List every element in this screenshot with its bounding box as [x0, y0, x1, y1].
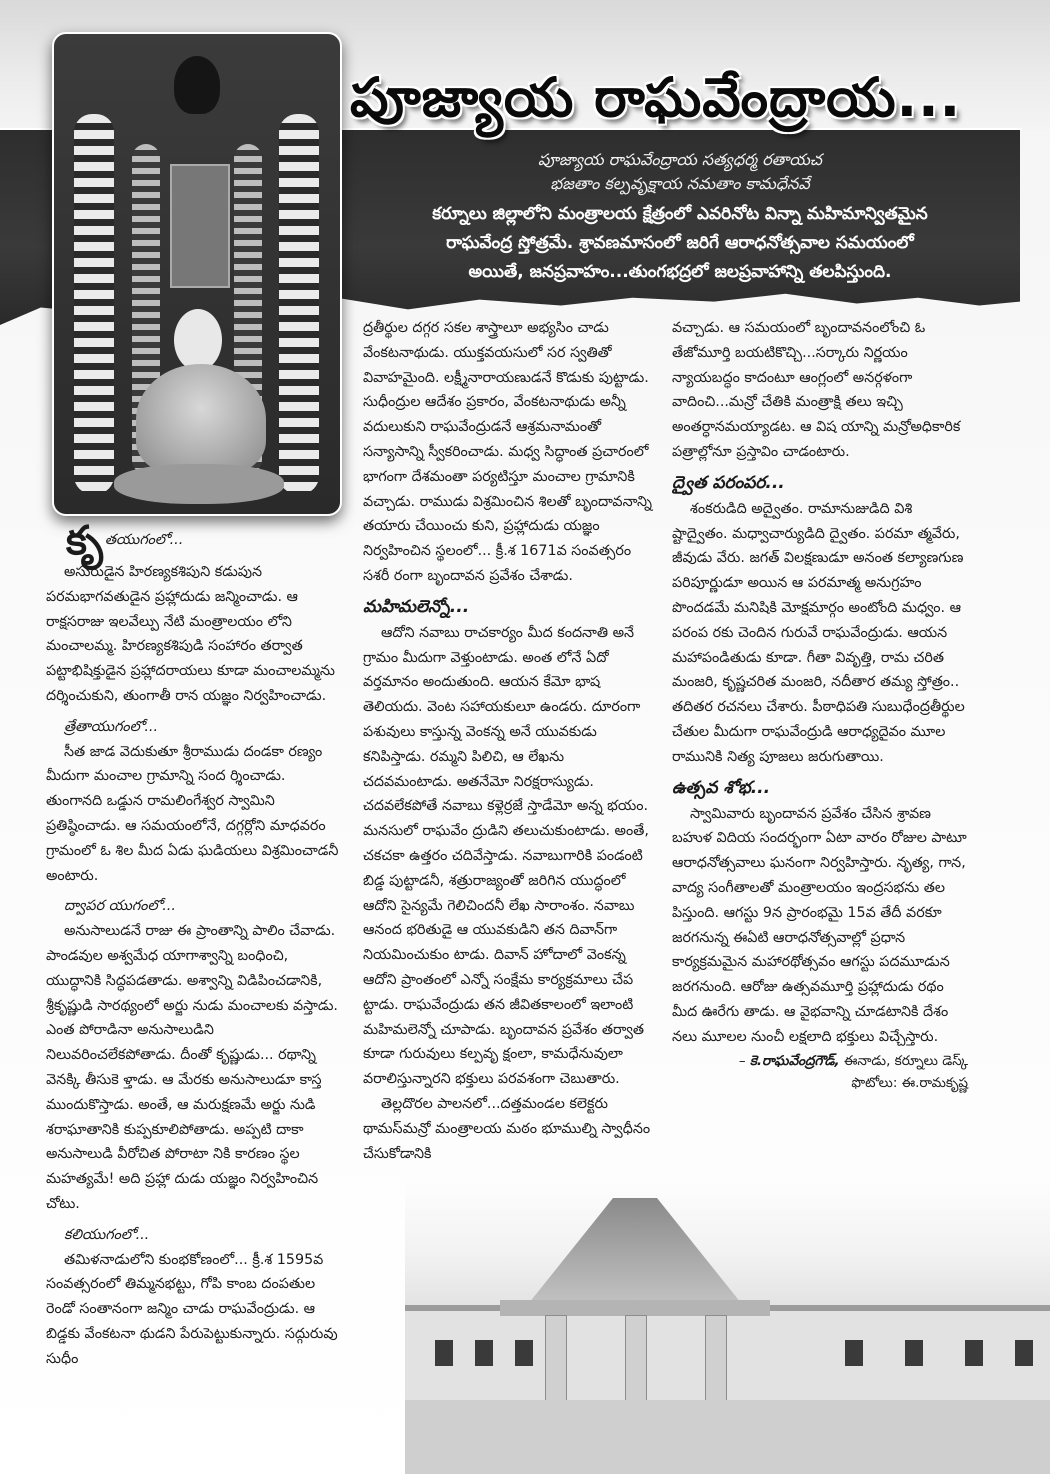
- temple-window: [475, 1340, 493, 1366]
- shloka: [350, 148, 1010, 196]
- section-heading: ఉత్సవ శోభ...: [672, 777, 771, 798]
- paragraph: శంకరుడిది అద్వైతం. రామానుజుడిది విశి ష్టాద్వైతం. మధ్వాచార్యుడిది ద్వైతం. పరమా త్మవేరు, జీవుడు వేరు. జగత్ విలక్షణుడూ అనంత కల్యాణగుణ పరిపూర్ణుడూ అయిన ఆ పరమాత్మ అనుగ్రహం పొందడమే మనిషికి మోక్షమార్గం అంటోంది మధ్వం. ఆ పరంప రకు చెందిన గురువే రాఘవేంద్రుడు. ఆయన మహాపండితుడు కూడా. గీతా వివృత్తి, రామ చరిత మంజరి, కృష్ణచరిత మంజరి, నదీతార తమ్య స్తోత్రం.. తదితర రచనలు చేశారు. పీఠాధిపతి సుబుధేంద్రతీర్థుల చేతుల మీదుగా రాఘవేంద్రుడి ఆరాధ్యదైవం మూల రామునికి నిత్య పూజలు జరుగుతాయి.: [672, 500, 965, 765]
- temple-tower: [525, 1198, 745, 1308]
- flower-garland: [74, 114, 114, 494]
- section-heading: ద్వాపర యుగంలో...: [64, 898, 176, 915]
- mantralayam-temple-photo: [405, 1180, 1050, 1474]
- shloka-line: భజతాం కల్పవృక్షాయ నమతాం కామధేనవే: [550, 174, 810, 193]
- temple-courtyard: [405, 1400, 1050, 1474]
- temple-window: [1015, 1340, 1033, 1366]
- brindavana-shrine: [170, 164, 230, 288]
- temple-window: [845, 1340, 863, 1366]
- photo-credit: ఫొటోలు: ఈ.రామకృష్ణ: [851, 1074, 968, 1091]
- article-column-3: [672, 316, 968, 1094]
- temple-portico: [500, 1300, 770, 1316]
- saint-figure-base: [114, 464, 284, 504]
- paragraph: అనుసాలుడనే రాజు ఈ ప్రాంతాన్ని పాలిం చేవాడు. పాండవుల అశ్వమేధ యాగాశ్వాన్ని బంధించి, యుద్ధానికి సిద్ధపడతాడు. అశ్వాన్ని విడిపించడానికి, శ్రీకృష్ణుడి సారథ్యంలో అర్జు నుడు మంచాలకు వస్తాడు. ఎంత పోరాడినా అనుసాలుడిని నిలువరించలేకపోతాడు. దీంతో కృష్ణుడు... రథాన్ని వెనక్కి తీసుకె ళ్తాడు. ఆ మేరకు అనుసాలుడూ కాస్త ముందుకొస్తాడు. అంతే, ఆ మరుక్షణమే అర్జు నుడి శరాఘాతానికి కుప్పకూలిపోతాడు. అప్పటి దాకా అనుసాలుడి వీరోచిత పోరాటా నికి కారణం స్థల మహత్యమే! అది ప్రహ్లా దుడు యజ్ఞం నిర్వహించిన చోటు.: [46, 923, 338, 1212]
- section-heading: తయుగంలో...: [104, 532, 184, 548]
- intro-text: [350, 200, 1010, 287]
- flower-garland: [279, 114, 319, 494]
- section-heading: మహిమలెన్నో...: [363, 596, 470, 617]
- section-heading: ద్వైత పరంపర...: [672, 472, 785, 493]
- paragraph: తెల్లదొరల పాలనలో...దత్తమండల కలెక్టరు థామస్‌మన్రో మంత్రాలయ మఠం భూముల్ని స్వాధీనం చేసుకోడానికి: [363, 1095, 651, 1162]
- paragraph: తమిళనాడులోని కుంభకోణంలో... క్రీ.శ 1595వ సంవత్సరంలో తిమ్మనభట్టు, గోపి కాంబ దంపతుల రెండో సంతానంగా జన్మిం చాడు రాఘవేంద్రుడు. ఆ బిడ్డకు వేంకటనా థుడని పేరుపెట్టుకున్నారు. సద్గురువు సుధీం: [46, 1251, 338, 1367]
- byline-org: ఈనాడు, కర్నూలు డెస్క్: [843, 1052, 968, 1069]
- drop-cap: కృ: [66, 518, 103, 564]
- intro-line: కర్నూలు జిల్లాలోని మంత్రాలయ క్షేత్రంలో ఎవరినోట విన్నా మహిమాన్వితమైన: [432, 204, 928, 224]
- paragraph: ద్రతీర్థుల దగ్గర సకల శాస్త్రాలూ అభ్యసిం చాడు వేంకటనాథుడు. యుక్తవయసులో సర స్వతితో వివాహమైంది. లక్ష్మీనారాయణుడనే కొడుకు పుట్టాడు. సుధీంద్రుల ఆదేశం ప్రకారం, వేంకటనాథుడు అన్నీ వదులుకుని రాఘవేంద్రుడనే ఆశ్రమనామంతో సన్యాసాన్ని స్వీకరించాడు. మధ్వ సిద్ధాంత ప్రచారంలో భాగంగా దేశమంతా పర్యటిస్తూ మంచాల గ్రామానికి వచ్చాడు. రాముడు విశ్రమించిన శిలతో బృందావనాన్ని తయారు చేయించు కుని, ప్రహ్లాదుడు యజ్ఞం నిర్వహించిన స్థలంలో... క్రీ.శ 1671వ సంవత్సరం సశరీ రంగా బృందావన ప్రవేశం చేశాడు.: [363, 320, 652, 584]
- intro-line: రాఘవేంద్ర స్తోత్రమే. శ్రావణమాసంలో జరిగే ఆరాధనోత్సవాల సమయంలో: [446, 233, 914, 253]
- idol-head: [174, 56, 220, 114]
- saint-figure-head: [174, 309, 222, 371]
- byline-dash: –: [738, 1052, 746, 1069]
- temple-building: [405, 1305, 1050, 1406]
- temple-window: [965, 1340, 983, 1366]
- article-column-1: [46, 518, 346, 1372]
- byline-author: కె.రాఘవేంద్రగౌడ్,: [749, 1052, 840, 1069]
- saint-figure-body: [136, 364, 266, 474]
- raghavendra-brindavana-photo: [52, 32, 342, 516]
- section-heading: కలియుగంలో...: [64, 1226, 150, 1243]
- article-title: పూజ్యాయ రాఘవేంద్రాయ...: [350, 66, 962, 129]
- paragraph: ఆదోని నవాబు రాచకార్యం మీద కందనాతి అనే గ్రామం మీదుగా వెళ్తుంటాడు. అంత లోనే ఏదో వర్తమానం అందుతుంది. ఆయన కేమో భాష తెలియదు. వెంట సహాయకులూ ఉండరు. దూరంగా పశువులు కాస్తున్న వెంకన్న అనే యువకుడు కనిపిస్తాడు. రమ్మని పిలిచి, ఆ లేఖను చదవమంటాడు. అతనేమో నిరక్షరాస్యుడు. చదవలేకపోతే నవాబు కళ్లెర్రజే స్తాడేమో అన్న భయం. మనసులో రాఘవేం ద్రుడిని తలుచుకుంటాడు. అంతే, చకచకా ఉత్తరం చదివేస్తాడు. నవాబుగారికి పండంటి బిడ్డ పుట్టాడనీ, శత్రురాజ్యంతో జరిగిన యుద్ధంలో ఆదోని సైన్యమే గెలిచిందనీ లేఖ సారాంశం. నవాబు ఆనంద భరితుడై ఆ యువకుడిని తన దివాన్‌గా నియమించుకుం టాడు. దివాన్ హోదాలో వెంకన్న ఆదోని ప్రాంతంలో ఎన్నో సంక్షేమ కార్యక్రమాలు చేప ట్టాడు. రాఘవేంద్రుడు తన జీవితకాలంలో ఇలాంటి మహిమలెన్నో చూపాడు. బృందావన ప్రవేశం తర్వాత కూడా గురువులు కల్పవృ క్షంలా, కామధేనువులా వరాలిస్తున్నారని భక్తులు పరవశంగా చెబుతారు.: [363, 624, 649, 1088]
- paragraph: వచ్చాడు. ఆ సమయంలో బృందావనంలోంచి ఓ తేజోమూర్తి బయటికొచ్చి...సర్కారు నిర్ణయం న్యాయబద్ధం కాదంటూ ఆంగ్లంలో అనర్గళంగా వాదించి...మన్రో చేతికి మంత్రాక్షి తలు ఇచ్చి అంతర్ధానమయ్యాడట. ఆ విష యాన్ని మన్రోఅధికారిక పత్రాల్లోనూ ప్రస్తావిం చాడంటారు.: [672, 320, 961, 460]
- paragraph: అసురుడైన హిరణ్యకశిపుని కడుపున పరమభాగవతుడైన ప్రహ్లాదుడు జన్మించాడు. ఆ రాక్షసరాజు ఇలవేల్పు నేటి మంత్రాలయం లోని మంచాలమ్మ. హిరణ్యకశిపుడి సంహారం తర్వాత పట్టాభిషిక్తుడైన ప్రహ్లాదరాయలు కూడా మంచాలమ్మను దర్శించుకుని, తుంగాతీ రాన యజ్ఞం నిర్వహించాడు.: [46, 564, 335, 704]
- temple-window: [905, 1340, 923, 1366]
- shloka-line: పూజ్యాయ రాఘవేంద్రాయ సత్యధర్మ రతాయచ: [538, 150, 822, 169]
- paragraph: సీత జాడ వెదుకుతూ శ్రీరాముడు దండకా రణ్యం మీదుగా మంచాల గ్రామాన్ని సంద ర్శించాడు. తుంగానది ఒడ్డున రామలింగేశ్వర స్వామిని ప్రతిష్ఠించాడు. ఆ సమయంలోనే, దగ్గర్లోని మాధవరం గ్రామంలో ఓ శిల మీద ఏడు ఘడియలు విశ్రమించాడనీ అంటారు.: [46, 743, 339, 884]
- byline: [672, 1050, 968, 1072]
- section-heading: త్రేతాయుగంలో...: [64, 718, 159, 735]
- article-column-2: [363, 316, 653, 1166]
- temple-window: [515, 1340, 533, 1366]
- paragraph: స్వామివారు బృందావన ప్రవేశం చేసిన శ్రావణ బహుళ విదియ సందర్భంగా ఏటా వారం రోజుల పాటూ ఆరాధనోత్సవాలు ఘనంగా నిర్వహిస్తారు. నృత్య, గాన, వాద్య సంగీతాలతో మంత్రాలయం ఇంద్రసభను తల పిస్తుంది. ఆగస్టు 9న ప్రారంభమై 15వ తేదీ వరకూ జరగనున్న ఈఏటి ఆరాధనోత్సవాల్లో ప్రధాన కార్యక్రమమైన మహారథోత్సవం ఆగస్టు పదమూడున జరగనుంది. ఆరోజు ఉత్సవమూర్తి ప్రహ్లాదుడు రథం మీద ఊరేగు తాడు. ఆ వైభవాన్ని చూడటానికి దేశం నలు మూలల నుంచీ లక్షలాది భక్తులు విచ్చేస్తారు.: [672, 805, 967, 1045]
- temple-window: [435, 1340, 453, 1366]
- intro-line: అయితే, జనప్రవాహం...తుంగభద్రలో జలప్రవాహాన్ని తలపిస్తుంది.: [468, 262, 892, 282]
